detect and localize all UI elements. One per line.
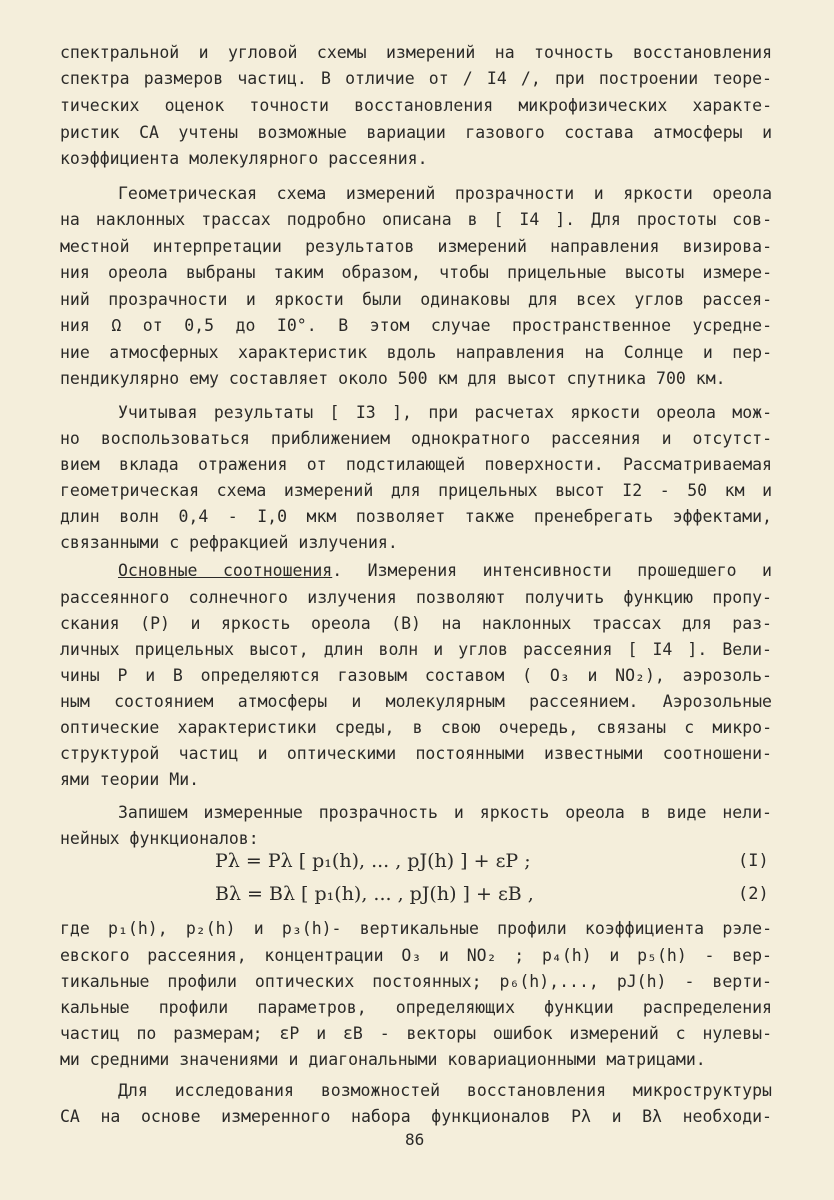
text-line: где p₁(h), p₂(h) и p₃(h)- вертикальные профили коэффициента рэле-	[60, 919, 772, 938]
text-line: тикальные профили оптических постоянных; p₆(h),..., pJ(h) - верти-	[60, 972, 772, 991]
equation-1: Pλ = Pλ [ p₁(h), ... , pJ(h) ] + εP ;	[215, 850, 531, 872]
text-line: спектральной и угловой схемы измерений на точность восстановления	[60, 43, 772, 62]
text-line: оптические характеристики среды, в свою очередь, связаны с микро-	[60, 718, 772, 737]
text-line: пендикулярно ему составляет около 500 км для высот спутника 700 км.	[60, 369, 726, 388]
text-line: евского рассеяния, концентрации O₃ и NO₂ ; p₄(h) и p₅(h) - вер-	[60, 946, 772, 965]
text-line: геометрическая схема измерений для прицельных высот I2 - 50 км и	[60, 481, 773, 500]
text-line: вием вклада отражения от подстилающей поверхности. Рассматриваемая	[60, 455, 772, 474]
text-line: ние атмосферных характеристик вдоль направления на Солнце и пер-	[60, 343, 772, 362]
text-line: ния Ω от 0,5 до I0°. В этом случае пространственное усредне-	[60, 316, 772, 335]
text-line: местной интерпретации результатов измерений направления визирова-	[60, 237, 772, 256]
equation-2: Bλ = Bλ [ p₁(h), ... , pJ(h) ] + εB ,	[215, 883, 534, 905]
text-line: Геометрическая схема измерений прозрачности и яркости ореола	[118, 184, 772, 203]
text-line: Учитывая результаты [ I3 ], при расчетах яркости ореола мож-	[118, 403, 772, 422]
text-line: личных прицельных высот, длин волн и углов рассеяния [ I4 ]. Вели-	[60, 640, 772, 659]
text-line: структурой частиц и оптическими постоянными известными соотношени-	[60, 744, 772, 763]
text-line: ния ореола выбраны таким образом, чтобы прицельные высоты измере-	[60, 263, 772, 282]
section-paragraph-line: Основные соотношения. Измерения интенсивности прошедшего и	[118, 561, 772, 580]
text-line: но воспользоваться приближением однократного рассеяния и отсутст-	[60, 429, 772, 448]
text-line: спектра размеров частиц. В отличие от / I4 /, при построении теоре-	[60, 69, 772, 88]
text-line: ми средними значениями и диагональными ковариационными матрицами.	[60, 1050, 706, 1069]
text-line: рассеянного солнечного излучения позволяют получить функцию пропу-	[60, 588, 772, 607]
text-line: ний прозрачности и яркости были одинаковы для всех углов рассея-	[60, 290, 772, 309]
text-line: Для исследования возможностей восстановления микроструктуры	[118, 1081, 772, 1100]
text-line: коэффициента молекулярного рассеяния.	[60, 149, 428, 168]
text-line: кальные профили параметров, определяющих функции распределения	[60, 998, 772, 1017]
text-line: нейных функционалов:	[60, 829, 259, 848]
text-line: чины P и B определяются газовым составом ( O₃ и NO₂), аэрозоль-	[60, 666, 772, 685]
text-line: длин волн 0,4 - I,0 мкм позволяет также пренебрегать эффектами,	[60, 507, 772, 526]
section-heading: Основные соотношения	[118, 561, 333, 580]
text-line: связанными с рефракцией излучения.	[60, 533, 398, 552]
text-line: тических оценок точности восстановления микрофизических характе-	[60, 96, 772, 115]
text-line: ями теории Ми.	[60, 770, 200, 789]
text-line: ным состоянием атмосферы и молекулярным рассеянием. Аэрозольные	[60, 692, 772, 711]
text-line: СА на основе измеренного набора функционалов Pλ и Bλ необходи-	[60, 1107, 772, 1126]
text-line: на наклонных трассах подробно описана в [ I4 ]. Для простоты сов-	[60, 210, 772, 229]
page-number: 86	[405, 1130, 425, 1149]
text-line: скания (P) и яркость ореола (B) на наклонных трассах для раз-	[60, 614, 772, 633]
text-line: Запишем измеренные прозрачность и яркость ореола в виде нели-	[118, 803, 772, 822]
equation-number: (2)	[738, 884, 769, 904]
text-line: ристик СА учтены возможные вариации газового состава атмосферы и	[60, 123, 772, 142]
equation-number: (I)	[738, 851, 769, 871]
text-line: частиц по размерам; εP и εB - векторы ошибок измерений с нулевы-	[60, 1024, 772, 1043]
